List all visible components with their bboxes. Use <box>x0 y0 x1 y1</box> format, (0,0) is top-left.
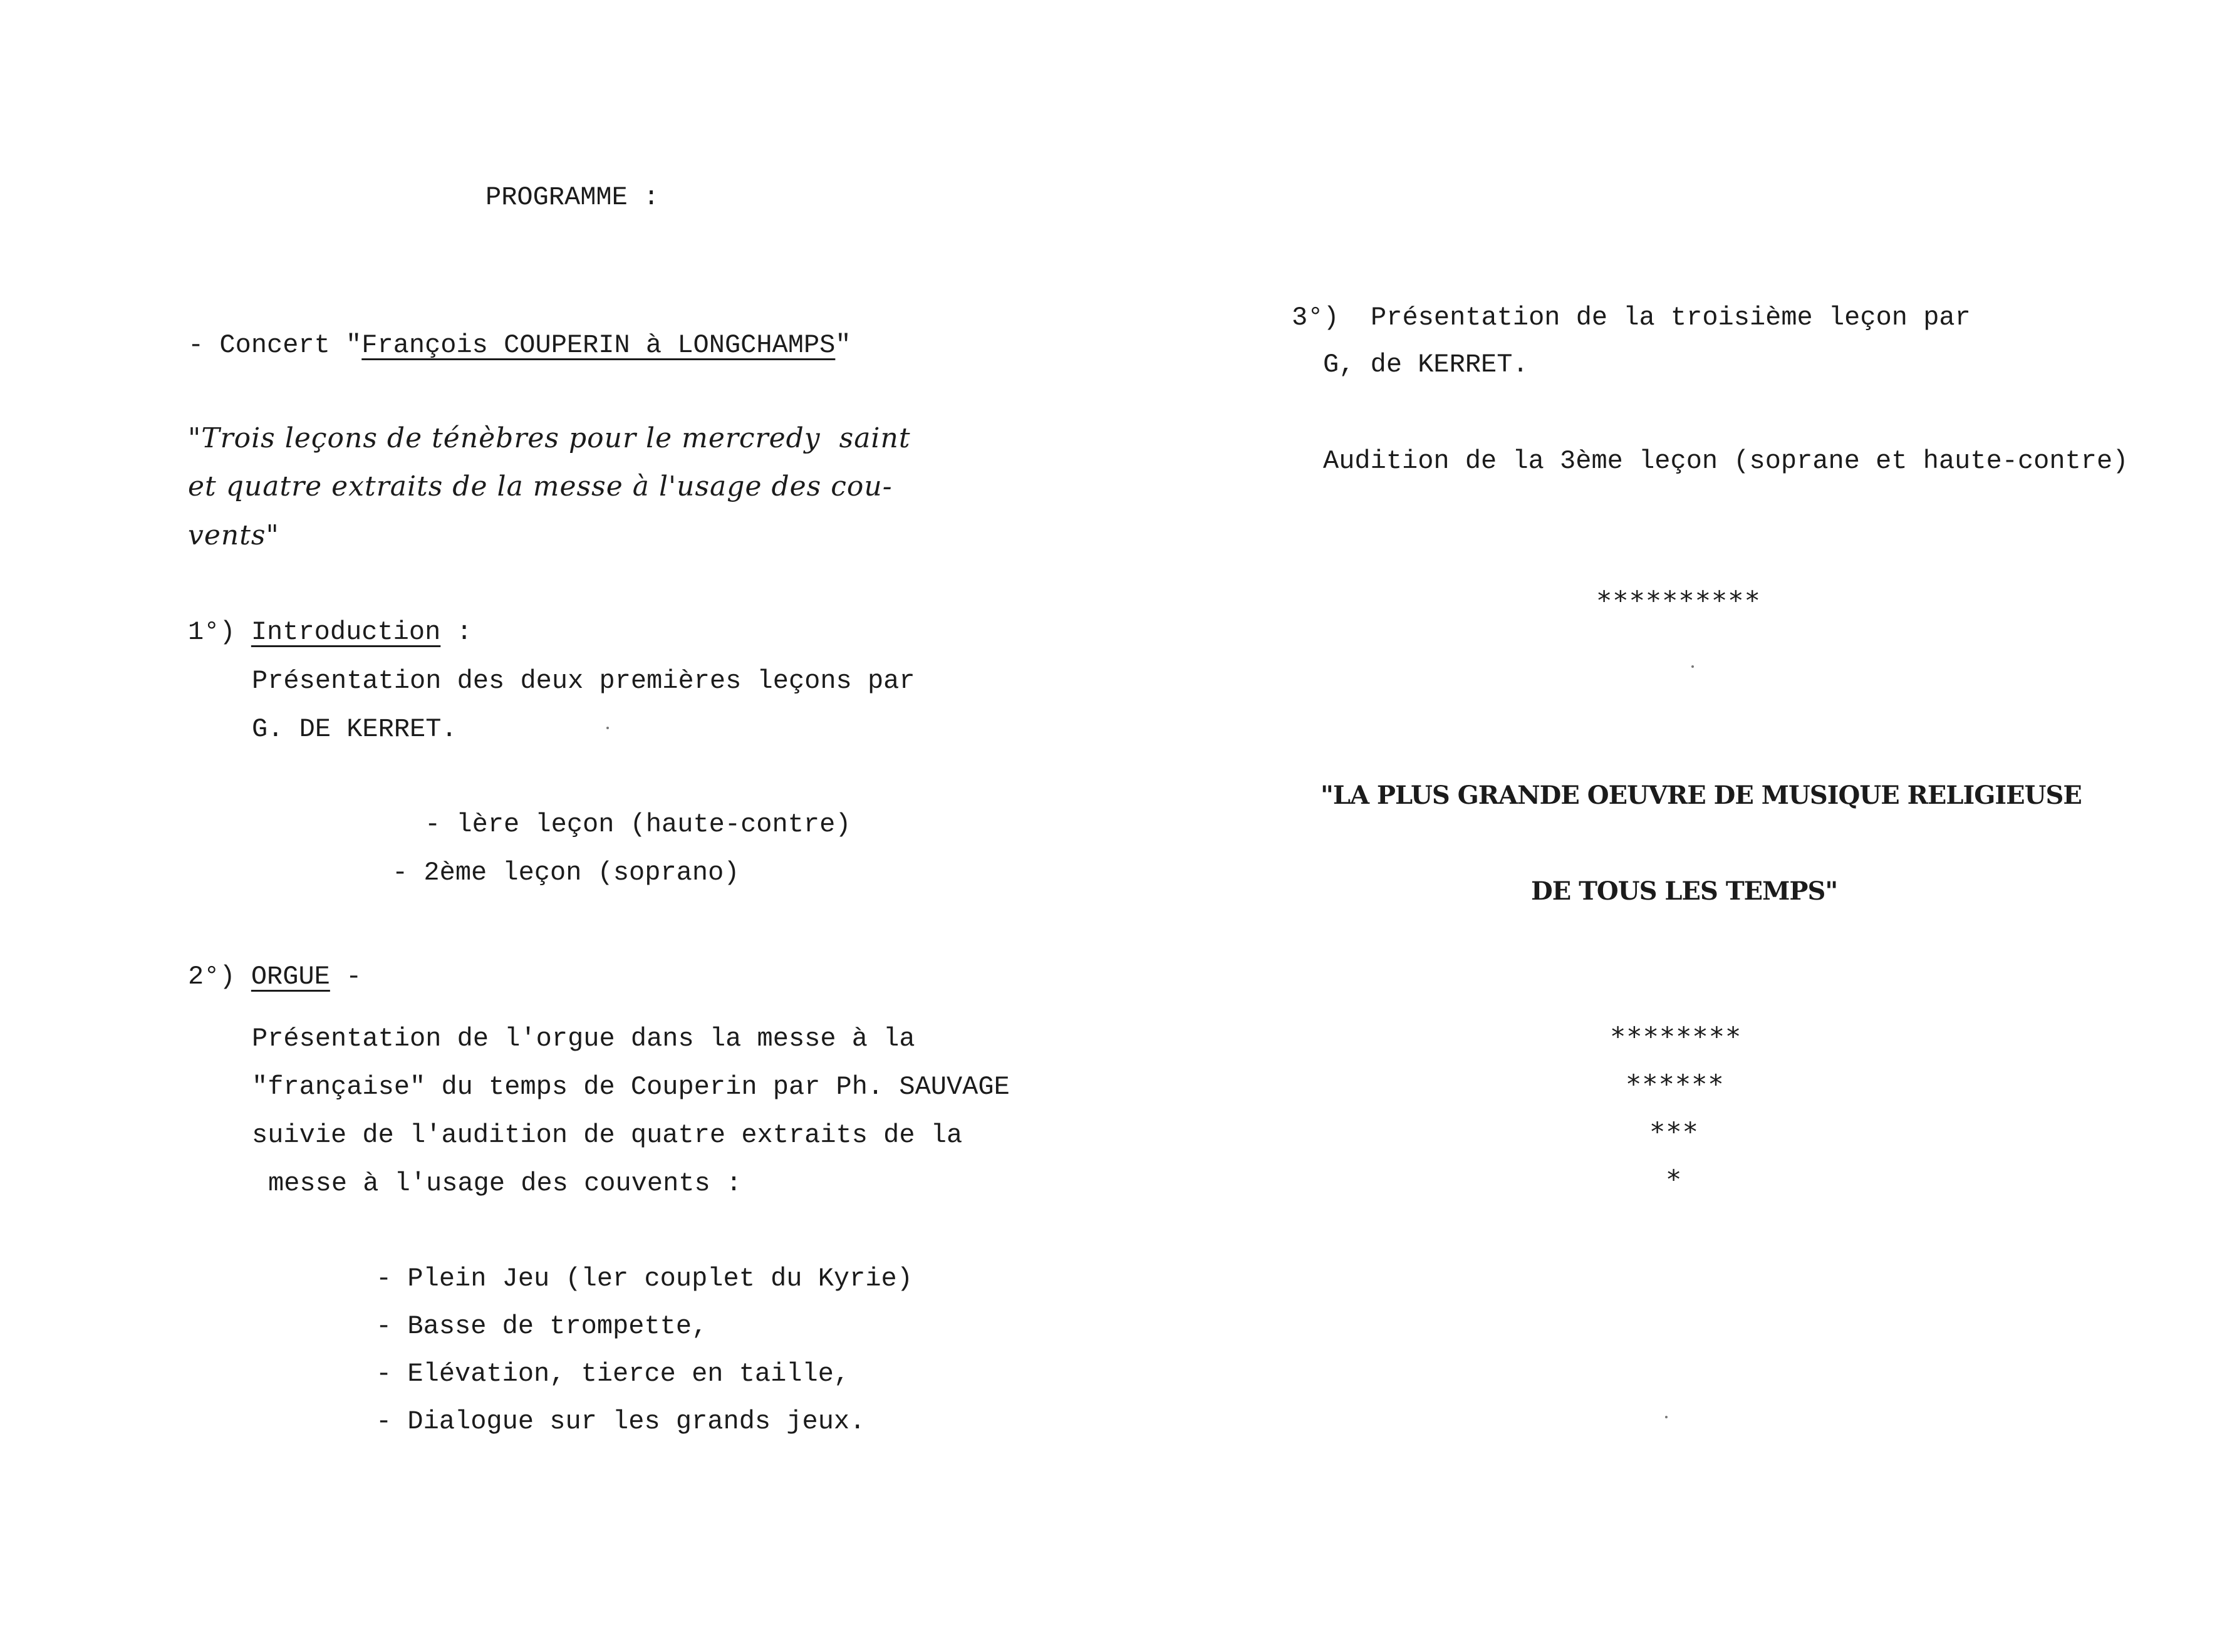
section1-heading <box>188 619 472 645</box>
triangle-stars-3: *** <box>1649 1116 1699 1147</box>
section2-title-suffix: - <box>330 962 362 992</box>
triangle-stars-1: ******** <box>1610 1021 1742 1052</box>
section1-number: 1°) <box>188 617 236 647</box>
triangle-stars-2: ****** <box>1626 1069 1725 1099</box>
section1-line-1: Présentation des deux premières leçons par <box>252 666 915 696</box>
quote-line-3: vents" <box>188 519 279 551</box>
section2-line-4: messe à l'usage des couvents : <box>268 1168 742 1198</box>
concert-line <box>188 332 851 358</box>
section2-item-1: - Plein Jeu (ler couplet du Kyrie) <box>376 1264 913 1294</box>
section1-title: Introduction <box>251 617 441 647</box>
concert-suffix: " <box>835 330 851 360</box>
section1-line-2: G. DE KERRET. <box>252 714 457 744</box>
separator-stars: ********** <box>1596 585 1761 616</box>
section2-number: 2°) <box>188 962 236 992</box>
section2-line-2: "française" du temps de Couperin par Ph. SAUVAGE <box>252 1072 1010 1102</box>
section3-line-2: G, de KERRET. <box>1323 350 1529 380</box>
paper-speck <box>1665 1416 1668 1418</box>
section2-heading <box>188 964 361 990</box>
quote-title-line-1: "LA PLUS GRANDE OEUVRE DE MUSIQUE RELIGIEUSE <box>1321 781 2082 810</box>
section2-item-2: - Basse de trompette, <box>376 1311 708 1341</box>
section2-title: ORGUE <box>251 962 330 992</box>
section3-number: 3°) <box>1292 303 1339 333</box>
quote-line-1: "Trois leçons de ténèbres pour le mercredy saint <box>188 422 911 454</box>
concert-title: François COUPERIN à LONGCHAMPS <box>361 330 836 360</box>
section3-heading <box>1292 304 1971 331</box>
section3-audition: Audition de la 3ème leçon (soprane et haute-contre) <box>1323 446 2129 476</box>
triangle-stars-4: * <box>1666 1164 1683 1195</box>
paper-speck <box>606 727 609 729</box>
section3-line-1: Présentation de la troisième leçon par <box>1371 303 1971 333</box>
section2-line-3: suivie de l'audition de quatre extraits de la <box>252 1120 963 1150</box>
section2-item-3: - Elévation, tierce en taille, <box>376 1359 850 1389</box>
programme-heading: PROGRAMME : <box>485 182 660 212</box>
concert-prefix: - Concert " <box>188 330 362 360</box>
quote-line-2: et quatre extraits de la messe à l'usage des cou- <box>188 470 893 502</box>
quote-title-line-2: DE TOUS LES TEMPS" <box>1531 876 1838 906</box>
paper-speck <box>1691 665 1694 668</box>
section2-line-1: Présentation de l'orgue dans la messe à la <box>252 1024 915 1054</box>
section2-item-4: - Dialogue sur les grands jeux. <box>376 1406 866 1436</box>
section1-item-1: - lère leçon (haute-contre) <box>425 809 851 839</box>
section1-title-suffix: : <box>440 617 472 647</box>
section1-item-2: - 2ème leçon (soprano) <box>392 858 740 888</box>
